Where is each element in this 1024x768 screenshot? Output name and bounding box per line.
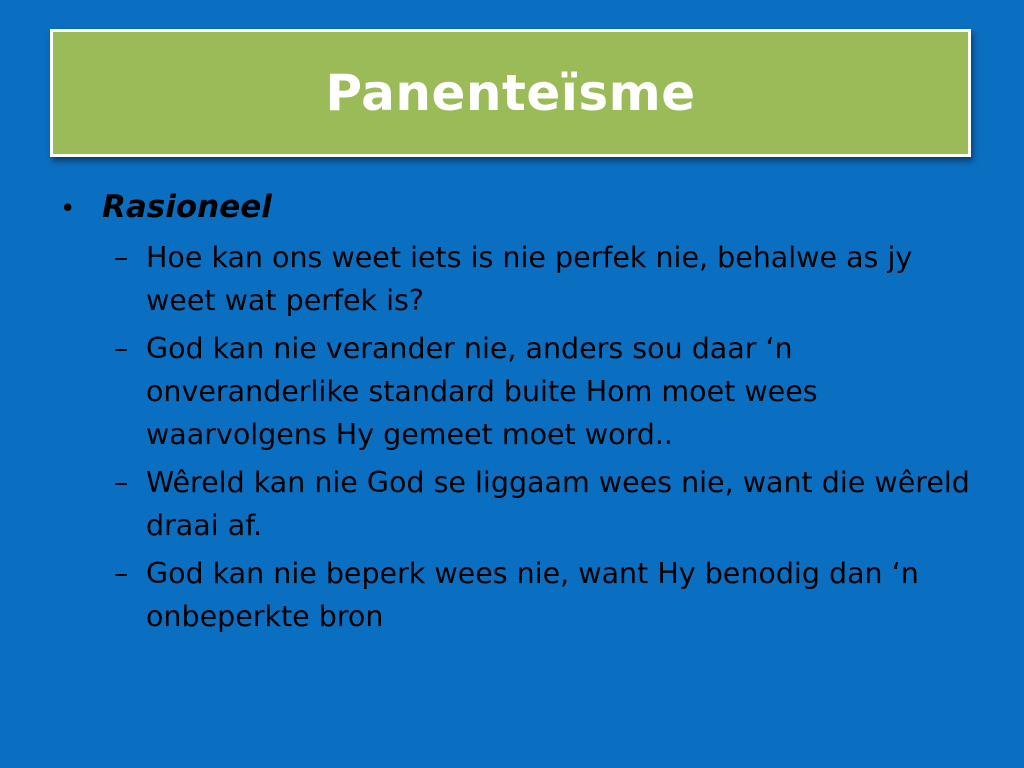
bullet-marker: • bbox=[60, 194, 76, 224]
bullet-label: Rasioneel bbox=[102, 189, 272, 225]
title-box bbox=[50, 29, 971, 157]
sub-bullet-marker: – bbox=[114, 466, 129, 499]
sub-bullet-item bbox=[114, 552, 988, 638]
sub-bullet-marker: – bbox=[114, 557, 129, 590]
sub-bullet-marker: – bbox=[114, 241, 129, 274]
sub-bullet-item bbox=[114, 327, 988, 456]
bullet-level-1 bbox=[58, 184, 988, 232]
sub-bullet-text: God kan nie beperk wees nie, want Hy benodig dan ‘n onbeperkte bron bbox=[146, 557, 919, 633]
slide-content bbox=[58, 184, 988, 643]
slide-title: Panenteïsme bbox=[325, 64, 696, 122]
sub-bullet-text: Hoe kan ons weet iets is nie perfek nie, behalwe as jy weet wat perfek is? bbox=[146, 241, 913, 317]
sub-bullet-list bbox=[58, 236, 988, 638]
sub-bullet-text: God kan nie verander nie, anders sou daar ‘n onveranderlike standard buite Hom moet wees waarvolgens Hy gemeet moet word.. bbox=[146, 332, 818, 451]
sub-bullet-text: Wêreld kan nie God se liggaam wees nie, want die wêreld draai af. bbox=[146, 466, 970, 542]
sub-bullet-item bbox=[114, 461, 988, 547]
sub-bullet-item bbox=[114, 236, 988, 322]
sub-bullet-marker: – bbox=[114, 332, 129, 365]
